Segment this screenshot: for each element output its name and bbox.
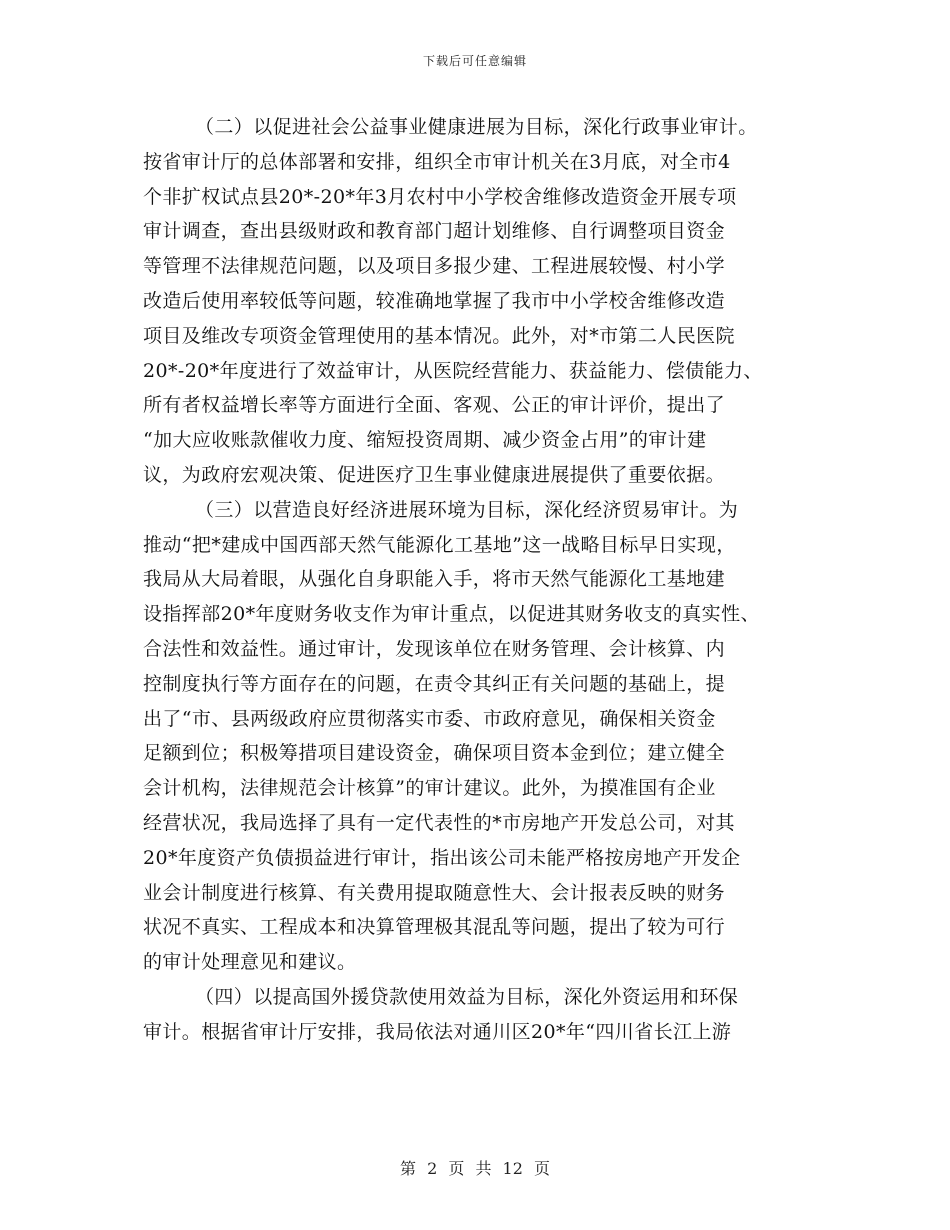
paragraph-line: 等管理不法律规范问题，以及项目多报少建、工程进展较慢、村小学 xyxy=(143,255,726,278)
paragraph-line: 合法性和效益性。通过审计，发现该单位在财务管理、会计核算、内 xyxy=(143,637,726,660)
paragraph-line: 推动“把*建成中国西部天然气能源化工基地”这一战略目标早日实现， xyxy=(143,533,736,556)
paragraph-line: 足额到位；积极筹措项目建设资金，确保项目资本金到位；建立健全 xyxy=(143,742,726,765)
paragraph-line: （三）以营造良好经济进展环境为目标，深化经济贸易审计。为 xyxy=(195,498,739,521)
paragraph-line: 议，为政府宏观决策、促进医疗卫生事业健康进展提供了重要依据。 xyxy=(143,463,726,486)
paragraph-line: 设指挥部20*年度财务收支作为审计重点，以促进其财务收支的真实性、 xyxy=(143,603,760,626)
page-header-note: 下载后可任意编辑 xyxy=(422,54,527,68)
paragraph-line: 我局从大局着眼，从强化自身职能入手，将市天然气能源化工基地建 xyxy=(143,568,726,591)
paragraph-line: 的审计处理意见和建议。 xyxy=(143,951,357,974)
paragraph-line: 审计。根据省审计厅安排，我局依法对通川区20*年“四川省长江上游 xyxy=(143,1020,732,1043)
page-number-footer: 第 2 页 共 12 页 xyxy=(400,1159,550,1178)
paragraph-line: 控制度执行等方面存在的问题，在责令其纠正有关问题的基础上，提 xyxy=(143,672,726,695)
paragraph-line: 20*-20*年度进行了效益审计，从医院经营能力、获益能力、偿债能力、 xyxy=(143,359,763,382)
paragraph-line: 改造后使用率较低等问题，较准确地掌握了我市中小学校舍维修改造 xyxy=(143,289,726,312)
paragraph-line: 会计机构，法律规范会计核算”的审计建议。此外，为摸准国有企业 xyxy=(143,777,716,800)
paragraph-line: 审计调查，查出县级财政和教育部门超计划维修、自行调整项目资金 xyxy=(143,220,726,243)
paragraph-line: 业会计制度进行核算、有关费用提取随意性大、会计报表反映的财务 xyxy=(143,881,726,904)
paragraph-line: “加大应收账款催收力度、缩短投资周期、减少资金占用”的审计建 xyxy=(143,429,707,452)
paragraph-line: 项目及维改专项资金管理使用的基本情况。此外，对*市第二人民医院 xyxy=(143,324,735,347)
paragraph-line: （四）以提高国外援贷款使用效益为目标，深化外资运用和环保 xyxy=(195,985,739,1008)
paragraph-line: 所有者权益增长率等方面进行全面、客观、公正的审计评价，提出了 xyxy=(143,394,726,417)
paragraph-line: 出了“市、县两级政府应贯彻落实市委、市政府意见，确保相关资金 xyxy=(143,707,716,730)
paragraph-line: 状况不真实、工程成本和决算管理极其混乱等问题，提出了较为可行 xyxy=(143,916,726,939)
paragraph-line: 按省审计厅的总体部署和安排，组织全市审计机关在3月底，对全市4 xyxy=(143,150,731,173)
paragraph-line: 经营状况，我局选择了具有一定代表性的*市房地产开发总公司，对其 xyxy=(143,811,735,834)
paragraph-line: 20*年度资产负债损益进行审计，指出该公司未能严格按房地产开发企 xyxy=(143,846,741,869)
paragraph-line: （二）以促进社会公益事业健康进展为目标，深化行政事业审计。 xyxy=(195,116,758,138)
document-body xyxy=(143,110,843,1050)
paragraph-line: 个非扩权试点县20*-20*年3月农村中小学校舍维修改造资金开展专项 xyxy=(143,185,737,208)
